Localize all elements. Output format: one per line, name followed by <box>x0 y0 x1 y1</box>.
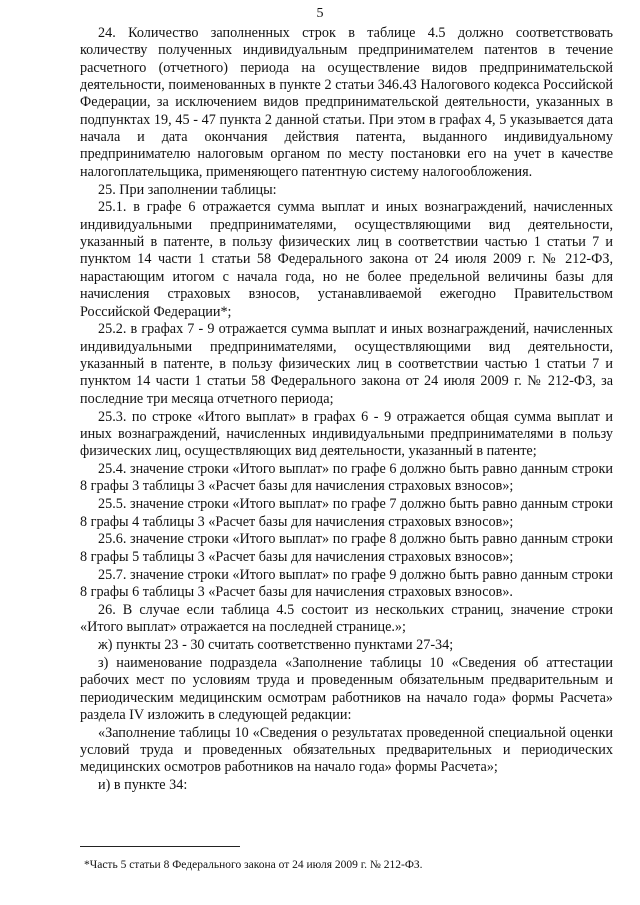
paragraph-item-25-5: 25.5. значение строки «Итого выплат» по графе 7 должно быть равно данным строки 8 графы 4 таблицы 3 «Расчет базы для начисления страховых взносов»; <box>80 496 613 530</box>
paragraph-item-25-6: 25.6. значение строки «Итого выплат» по графе 8 должно быть равно данным строки 8 графы 5 таблицы 3 «Расчет базы для начисления страховых взносов»; <box>80 531 613 565</box>
paragraph-item-25-1: 25.1. в графе 6 отражается сумма выплат и иных вознаграждений, начисленных индивидуальными предпринимателями, осуществляющими вид деятельности, указанный в патенте, в пользу физических лиц в соответствии частью 1 статьи 7 и пунктом 14 части 1 статьи 58 Федерального закона от 24 июля 2009 г. № 212-ФЗ, нарастающим итогом с начала года, но не более предельной величины базы для начисления страховых взносов, устанавливаемой ежегодно Правительством Российской Федерации*; <box>80 199 613 320</box>
paragraph-item-25-4: 25.4. значение строки «Итого выплат» по графе 6 должно быть равно данным строки 8 графы 3 таблицы 3 «Расчет базы для начисления страховых взносов»; <box>80 461 613 495</box>
footnote: *Часть 5 статьи 8 Федерального закона от 24 июля 2009 г. № 212-ФЗ. <box>84 859 423 871</box>
paragraph-sub-z: з) наименование подраздела «Заполнение таблицы 10 «Сведения об аттестации рабочих мест по условиям труда и проведенным обязательным предварительным и периодическим медицинским осмотрам работников на начало года» формы Расчета» раздела IV изложить в следующей редакции: <box>80 654 613 723</box>
paragraph-item-25-7: 25.7. значение строки «Итого выплат» по графе 9 должно быть равно данным строки 8 графы 6 таблицы 3 «Расчет базы для начисления страховых взносов». <box>80 566 613 600</box>
paragraph-item-24: 24. Количество заполненных строк в таблице 4.5 должно соответствовать количеству полученных индивидуальным предпринимателем патентов в течение расчетного (отчетного) периода на осуществление видов предпринимательской деятельности, поименованных в пункте 2 статьи 346.43 Налогового кодекса Российской Федерации, за исключением видов предпринимательской деятельности, указанных в подпунктах 19, 45 - 47 пункта 2 данной статьи. При этом в графах 4, 5 указывается дата начала и дата окончания действия патента, выданного индивидуальному предпринимателю налоговым органом по месту постановки его на учет в качестве налогоплательщика, применяющего патентную систему налогообложения. <box>80 25 613 180</box>
page-number: 5 <box>316 6 324 21</box>
paragraph-item-25-3: 25.3. по строке «Итого выплат» в графах 6 - 9 отражается общая сумма выплат и иных вознаграждений, начисленных индивидуальными предпринимателями в пользу физических лиц, осуществляющих вид деятельности, указанный в патенте; <box>80 408 613 460</box>
paragraph-item-25: 25. При заполнении таблицы: <box>98 181 277 198</box>
paragraph-item-25-2: 25.2. в графах 7 - 9 отражается сумма выплат и иных вознаграждений, начисленных индивидуальными предпринимателями, осуществляющими вид деятельности, указанный в патенте, в пользу физических лиц в соответствии частью 1 статьи 7 и пунктом 14 части 1 статьи 58 Федерального закона от 24 июля 2009 г. № 212-ФЗ, за последние три месяца отчетного периода; <box>80 321 613 407</box>
paragraph-sub-i: и) в пункте 34: <box>98 777 188 794</box>
document-body <box>80 25 613 795</box>
paragraph-quoted-title: «Заполнение таблицы 10 «Сведения о результатах проведенной специальной оценки условий труда и проведенных обязательных предварительных и периодических медицинских осмотров работников на начало года» формы Расчета»; <box>80 724 613 776</box>
footnote-divider <box>80 846 240 847</box>
paragraph-sub-zh: ж) пункты 23 - 30 считать соответственно пунктами 27-34; <box>98 637 454 654</box>
paragraph-item-26: 26. В случае если таблица 4.5 состоит из нескольких страниц, значение строки «Итого выплат» отражается на последней странице.»; <box>80 601 613 636</box>
